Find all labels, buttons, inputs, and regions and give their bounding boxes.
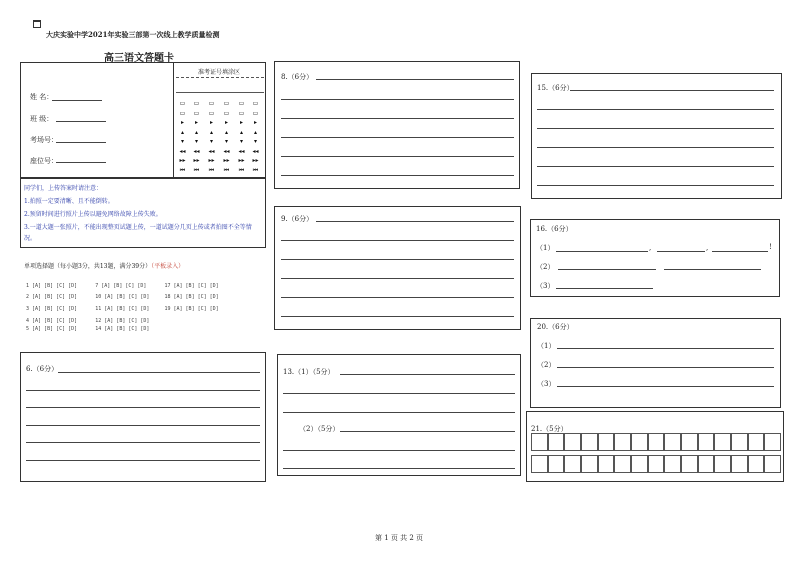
answer-line[interactable] [657,251,705,252]
writing-cell[interactable] [731,455,748,473]
class-field[interactable] [56,121,106,122]
answer-line[interactable] [26,442,260,443]
q16-label: 16.（6分） [536,225,573,233]
id-column[interactable]: ▭ ▭ ▸ ▴ ▾ ◂◂ ▸▸ ⏮ [193,100,200,174]
answer-line[interactable] [537,185,774,186]
answer-line[interactable] [283,393,515,394]
id-zone-rule [176,92,264,93]
writing-cell[interactable] [631,455,648,473]
answer-line[interactable] [283,450,515,451]
answer-line[interactable] [283,468,515,469]
writing-cell[interactable] [664,433,681,451]
q20-label: 20.（6分） [537,323,574,331]
q16-sep: ! [769,243,772,251]
answer-line[interactable] [281,99,514,100]
writing-cell[interactable] [648,433,665,451]
answer-line[interactable] [26,407,260,408]
exam-title: 大庆实验中学2021年实验三部第一次线上教学质量检测 [46,30,220,39]
q16-sep: , [706,244,709,252]
answer-line[interactable] [281,118,514,119]
notice-line: 2.预留时间进行照片上传以避免网络故障上传失败。 [24,211,162,218]
answer-line[interactable] [281,175,514,176]
q21-grid-row-2[interactable] [531,455,781,473]
room-field[interactable] [56,142,106,143]
writing-cell[interactable] [698,433,715,451]
q20-item: （1） [537,342,556,350]
answer-line[interactable] [281,240,514,241]
answer-line[interactable] [556,251,648,252]
answer-line[interactable] [316,221,514,222]
answer-line[interactable] [557,348,774,349]
writing-cell[interactable] [564,455,581,473]
notice-line: 1.拍照一定要清晰、且不能倒转。 [24,198,114,205]
answer-line[interactable] [283,412,515,413]
choice-row[interactable]: 1 [A] [B] [C] [D] 7 [A] [B] [C] [D] 17 [A] [B] [C] [D] [26,283,219,289]
writing-cell[interactable] [614,455,631,473]
q13-label: 13.（1）（5分） [283,368,335,376]
answer-line[interactable] [281,297,514,298]
notice-line: 3.一道大题一张照片，不能出现整页试题上传，一道试题分几页上传或者拍图不全等情况。 [24,224,252,242]
writing-cell[interactable] [548,455,565,473]
writing-cell[interactable] [648,455,665,473]
id-column[interactable]: ▭ ▭ ▸ ▴ ▾ ◂◂ ▸▸ ⏮ [208,100,215,174]
answer-line[interactable] [26,425,260,426]
id-column[interactable]: ▭ ▭ ▸ ▴ ▾ ◂◂ ▸▸ ⏮ [179,100,186,174]
notice-line: 同学们，上传答案时请注意： [24,185,103,192]
choice-instruction-note: （平板录入） [151,263,185,270]
answer-line[interactable] [281,259,514,260]
q9-label: 9.（6分） [281,215,314,223]
writing-cell[interactable] [764,433,781,451]
answer-line[interactable] [712,251,768,252]
q15-label: 15.（6分） [537,84,574,92]
answer-line[interactable] [537,166,774,167]
writing-cell[interactable] [714,455,731,473]
id-column[interactable]: ▭ ▭ ▸ ▴ ▾ ◂◂ ▸▸ ⏮ [238,100,245,174]
q16-item: （1） [536,244,555,252]
answer-line[interactable] [316,79,514,80]
writing-cell[interactable] [581,433,598,451]
id-column[interactable]: ▭ ▭ ▸ ▴ ▾ ◂◂ ▸▸ ⏮ [252,100,259,174]
answer-line[interactable] [537,109,774,110]
q20-item: （2） [537,361,556,369]
writing-cell[interactable] [581,455,598,473]
choice-row[interactable]: 3 [A] [B] [C] [D] 11 [A] [B] [C] [D] 19 [A] [B] [C] [D] [26,306,219,312]
choice-instruction [24,261,184,270]
answer-line[interactable] [281,156,514,157]
writing-cell[interactable] [531,455,548,473]
q21-label: 21.（5分） [531,425,568,433]
name-field[interactable] [52,100,102,101]
q16-item: （2） [536,263,555,271]
answer-line[interactable] [281,278,514,279]
writing-cell[interactable] [714,433,731,451]
answer-line[interactable] [556,288,653,289]
name-label: 姓 名： [30,93,54,101]
answer-line[interactable] [26,390,260,391]
writing-cell[interactable] [564,433,581,451]
q13b-label: （2）（5分） [299,425,340,433]
sheet-title: 高三语文答题卡 [104,53,174,64]
q6-label: 6.（6分） [26,365,59,373]
class-label: 班 级： [30,115,54,123]
writing-cell[interactable] [614,433,631,451]
seat-field[interactable] [56,162,106,163]
q20-item: （3） [537,380,556,388]
q16-item: （3） [536,282,555,290]
writing-cell[interactable] [731,433,748,451]
answer-line[interactable] [570,90,774,91]
answer-line[interactable] [26,460,260,461]
choice-row[interactable]: 2 [A] [B] [C] [D] 10 [A] [B] [C] [D] 18 [A] [B] [C] [D] [26,294,219,300]
info-divider [173,62,174,178]
choice-row[interactable]: 4 [A] [B] [C] [D] 12 [A] [B] [C] [D] [26,318,150,324]
writing-cell[interactable] [548,433,565,451]
answer-line[interactable] [664,269,761,270]
q8-label: 8.（6分） [281,73,314,81]
answer-line[interactable] [558,269,656,270]
answer-line[interactable] [537,147,774,148]
room-label: 考场号： [30,136,58,144]
q21-grid-row-1[interactable] [531,433,781,451]
choice-instruction-text: 单项选择题（每小题3分，共13题，满分39分） [24,263,152,270]
answer-line[interactable] [281,316,514,317]
answer-line[interactable] [557,386,774,387]
writing-cell[interactable] [531,433,548,451]
q16-sep: , [649,244,652,252]
answer-line[interactable] [281,137,514,138]
writing-cell[interactable] [631,433,648,451]
writing-cell[interactable] [664,455,681,473]
writing-cell[interactable] [681,455,698,473]
id-column[interactable]: ▭ ▭ ▸ ▴ ▾ ◂◂ ▸▸ ⏮ [223,100,230,174]
q9-box [274,206,521,330]
page-indicator: 第 1 页 共 2 页 [375,534,424,542]
answer-line[interactable] [340,374,515,375]
writing-cell[interactable] [681,433,698,451]
answer-line[interactable] [537,128,774,129]
choice-row[interactable]: 5 [A] [B] [C] [D] 14 [A] [B] [C] [D] [26,326,150,332]
square-icon [33,20,41,28]
id-zone-line [176,77,264,78]
answer-line[interactable] [557,367,774,368]
writing-cell[interactable] [748,455,765,473]
writing-cell[interactable] [764,455,781,473]
id-zone-title: 准考证号填涂区 [198,69,241,76]
seat-label: 座位号： [30,157,58,165]
answer-line[interactable] [340,431,515,432]
writing-cell[interactable] [748,433,765,451]
writing-cell[interactable] [598,455,615,473]
writing-cell[interactable] [598,433,615,451]
answer-line[interactable] [58,372,260,373]
writing-cell[interactable] [698,455,715,473]
